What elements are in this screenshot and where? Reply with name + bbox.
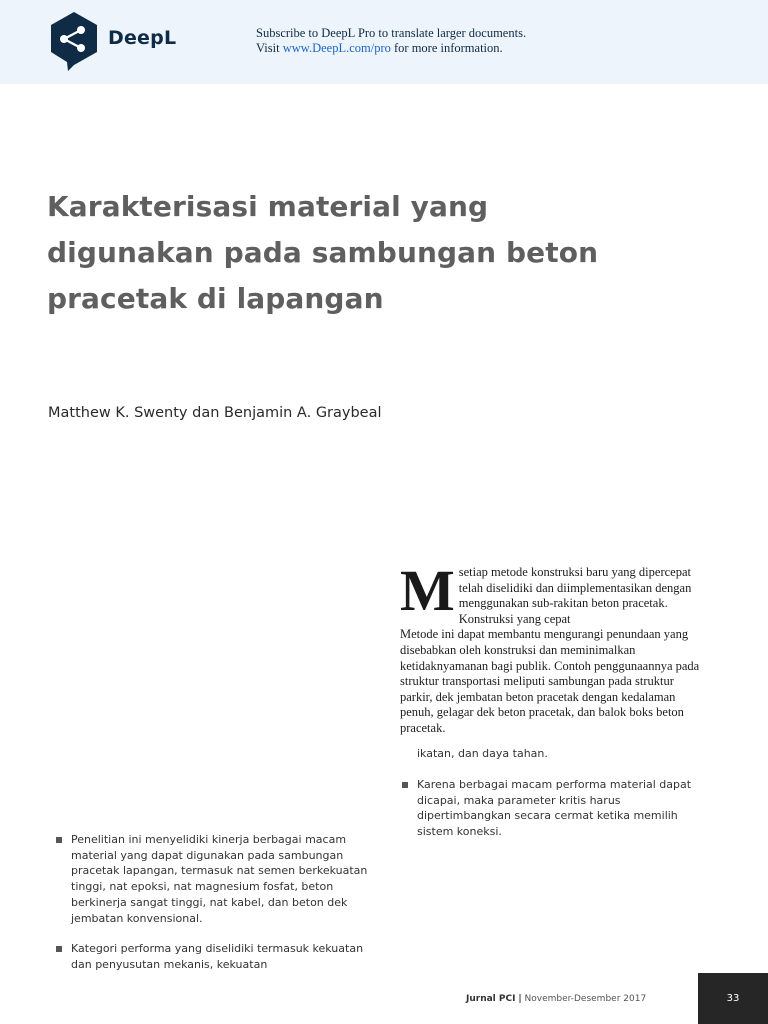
bullet-item (402, 777, 712, 840)
issue-date: November-Desember 2017 (524, 994, 647, 1004)
square-bullet-icon (402, 782, 408, 788)
title-line: pracetak di lapangan (47, 282, 384, 315)
journal-name: Jurnal PCI (466, 994, 516, 1004)
deepl-banner (0, 0, 768, 84)
page-number-box (698, 973, 768, 1024)
bullet-item (56, 832, 376, 926)
bullet-text: Penelitian ini menyelidiki kinerja berbagai macam material yang dapat digunakan pada sambungan pracetak lapangan, termasuk nat semen berkekuatan tinggi, nat epoksi, nat magnesium fosfat, beton berkinerja sangat tinggi, nat kabel, dan beton dek jembatan konvensional. (71, 833, 368, 925)
subscribe-line-1: Subscribe to DeepL Pro to translate larger documents. (256, 26, 527, 40)
drop-cap: M (400, 558, 455, 623)
intro-after-dropcap: setiap metode konstruksi baru yang dipercepat telah diselidiki dan diimplementasikan dengan menggunakan sub-rakitan beton pracetak. Konstruksi yang cepat (458, 565, 692, 626)
article-title (47, 184, 687, 322)
square-bullet-icon (56, 946, 62, 952)
title-line: digunakan pada sambungan beton (47, 236, 599, 269)
bullet-text: Kategori performa yang diselidiki termasuk kekuatan dan penyusutan mekanis, kekuatan (71, 942, 364, 971)
deepl-logo-text[interactable]: DeepL (108, 27, 177, 49)
subscribe-line-2 (256, 41, 526, 56)
subscribe-message (256, 26, 526, 56)
intro-paragraph: Metode ini dapat membantu mengurangi penundaan yang disebabkan oleh konstruksi dan meminimalkan ketidaknyamanan bagi publik. Contoh penggunaannya pada struktur transportasi meliputi sambungan pada struktur parkir, dek jembatan beton pracetak dengan kedalaman penuh, gelagar dek beton pracetak, dan balok boks beton pracetak. (400, 627, 700, 735)
visit-suffix: for more information. (390, 41, 503, 55)
article-authors: Matthew K. Swenty dan Benjamin A. Graybeal (48, 405, 382, 421)
page-footer (466, 994, 646, 1004)
continued-text: ikatan, dan daya tahan. (417, 747, 548, 760)
intro-paragraph-block (400, 558, 706, 737)
square-bullet-icon (56, 837, 62, 843)
footer-separator: | (518, 994, 522, 1004)
bullet-text: Karena berbagai macam performa material dapat dicapai, maka parameter kritis harus dipertimbangkan secara cermat ketika memilih sistem koneksi. (417, 778, 692, 839)
visit-prefix: Visit (256, 41, 283, 55)
bullet-item (56, 941, 376, 972)
deepl-pro-link[interactable]: www.DeepL.com/pro (282, 41, 391, 55)
title-line: Karakterisasi material yang (47, 190, 489, 223)
deepl-logo-icon[interactable] (48, 10, 100, 72)
page-number: 33 (726, 993, 740, 1004)
